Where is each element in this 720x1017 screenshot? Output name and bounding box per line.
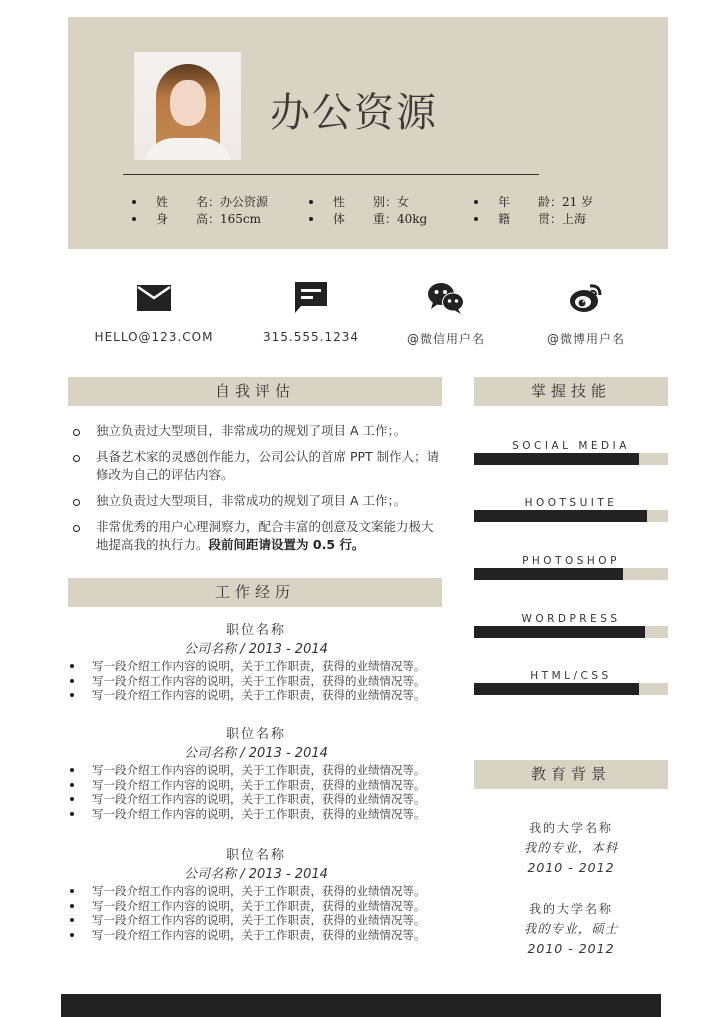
education-entry [474,899,668,959]
resume-header [68,17,668,249]
info-hometown [470,210,600,227]
info-name [128,193,305,210]
list-item: 写一段介绍工作内容的说明，关于工作职责，获得的业绩情况等。 [68,913,444,928]
education-years: 2010 - 2012 [527,860,615,875]
info-age [470,193,600,210]
skill-bar-fill [474,626,645,638]
skill-bar-fill [474,453,639,465]
skill-bar [474,568,668,580]
contact-row [68,280,668,350]
list-item: 写一段介绍工作内容的说明，关于工作职责，获得的业绩情况等。 [68,792,444,807]
info-gender [305,193,470,210]
skill-label: HOOTSUITE [524,497,618,509]
info-label: 贯： [538,212,563,226]
bullet-icon [132,200,136,204]
job-company: 公司名称 / 2013 - 2014 [184,867,328,882]
bullet-icon [474,217,478,221]
wechat-icon [371,280,521,316]
bullet-icon [309,200,313,204]
info-label: 高： [196,212,221,226]
message-icon [236,280,386,316]
job-bullets [68,763,444,821]
list-item: 写一段介绍工作内容的说明，关于工作职责，获得的业绩情况等。 [68,763,444,778]
info-label: 龄： [538,195,563,209]
education-years: 2010 - 2012 [527,941,615,956]
list-item: 写一段介绍工作内容的说明，关于工作职责，获得的业绩情况等。 [68,899,444,914]
skill-bar [474,626,668,638]
personal-info [128,193,608,227]
section-header-work: 工作经历 [68,578,442,607]
job-company: 公司名称 / 2013 - 2014 [184,746,328,761]
list-item: 写一段介绍工作内容的说明，关于工作职责，获得的业绩情况等。 [68,778,444,793]
info-value: 上海 [562,212,587,226]
info-label: 身 [156,212,169,226]
info-label: 名： [196,195,221,209]
info-height [128,210,305,227]
skill-social-media [474,439,668,465]
skill-label: PHOTOSHOP [522,555,620,567]
eval-text: 独立负责过大型项目，非常成功的规划了项目 A 工作；。 [96,493,407,508]
skill-bar-fill [474,510,647,522]
self-eval-list [68,422,444,562]
job-company: 公司名称 / 2013 - 2014 [184,642,328,657]
wechat-text: @微信用户名 [406,332,485,346]
info-label: 重： [373,212,398,226]
info-value: 办公资源 [220,195,269,209]
list-item: 写一段介绍工作内容的说明，关于工作职责，获得的业绩情况等。 [68,674,444,689]
info-value: 40kg [397,211,428,226]
skill-label: SOCIAL MEDIA [512,440,630,452]
info-label: 性 [333,195,346,209]
bullet-icon [132,217,136,221]
email-text: HELLO@123.COM [94,330,214,344]
info-label: 姓 [156,195,169,209]
skill-wordpress [474,612,668,638]
skill-bar-fill [474,568,623,580]
contact-weibo[interactable] [511,280,661,347]
weibo-icon [511,280,661,316]
skill-bar [474,453,668,465]
list-item: 写一段介绍工作内容的说明，关于工作职责，获得的业绩情况等。 [68,688,444,703]
phone-text: 315.555.1234 [263,330,359,344]
job-title: 职位名称 [225,727,286,742]
info-label: 别： [373,195,398,209]
info-row [128,193,608,210]
info-label: 年 [498,195,511,209]
skill-hootsuite [474,496,668,522]
eval-text: 非常优秀的用户心理洞察力，配合丰富的创意及文案能力极大地提高我的执行力。 [96,519,434,552]
section-header-education: 教育背景 [474,760,668,789]
bullet-icon [309,217,313,221]
skill-bar-fill [474,683,639,695]
school-name: 我的大学名称 [528,821,613,835]
list-item [68,492,444,510]
bullet-icon [474,200,478,204]
profile-photo [134,52,241,160]
list-item: 写一段介绍工作内容的说明，关于工作职责，获得的业绩情况等。 [68,928,444,943]
contact-email[interactable] [79,280,229,344]
mail-icon [79,280,229,316]
photo-face [170,80,206,126]
info-label: 籍 [498,212,511,226]
skill-html-css [474,669,668,695]
list-item: 写一段介绍工作内容的说明，关于工作职责，获得的业绩情况等。 [68,884,444,899]
skill-bar [474,683,668,695]
major: 我的专业，本科 [523,840,619,855]
resume-name: 办公资源 [270,90,438,136]
job-bullets [68,884,444,942]
skill-label: WORDPRESS [521,613,621,625]
job-title: 职位名称 [225,623,286,638]
info-value: 165cm [220,211,262,226]
weibo-text: @微博用户名 [546,332,625,346]
footer-bar [61,994,661,1017]
education-entry [474,818,668,878]
job-title: 职位名称 [225,848,286,863]
section-header-self-eval: 自我评估 [68,377,442,406]
list-item [68,422,444,440]
list-item: 写一段介绍工作内容的说明，关于工作职责，获得的业绩情况等。 [68,659,444,674]
major: 我的专业，硕士 [523,921,619,936]
school-name: 我的大学名称 [528,902,613,916]
contact-wechat[interactable] [371,280,521,347]
skill-photoshop [474,554,668,580]
info-row [128,210,608,227]
list-item [68,448,444,484]
list-item: 写一段介绍工作内容的说明，关于工作职责，获得的业绩情况等。 [68,807,444,822]
job-entry [68,621,444,703]
section-header-skills: 掌握技能 [474,377,668,406]
job-bullets [68,659,444,703]
job-entry [68,725,444,821]
info-weight [305,210,470,227]
header-divider [123,174,539,175]
eval-text: 独立负责过大型项目，非常成功的规划了项目 A 工作；。 [96,423,407,438]
info-label: 体 [333,212,346,226]
info-value: 21 岁 [562,195,594,209]
contact-phone[interactable] [236,280,386,344]
eval-text: 具备艺术家的灵感创作能力，公司公认的首席 PPT 制作人；请修改为自己的评估内容。 [96,449,440,482]
job-entry [68,846,444,942]
eval-bold-text: 段前间距请设置为 0.5 行。 [208,537,365,552]
skill-label: HTML/CSS [530,670,612,682]
info-value: 女 [397,195,410,209]
skill-bar [474,510,668,522]
list-item [68,518,444,554]
